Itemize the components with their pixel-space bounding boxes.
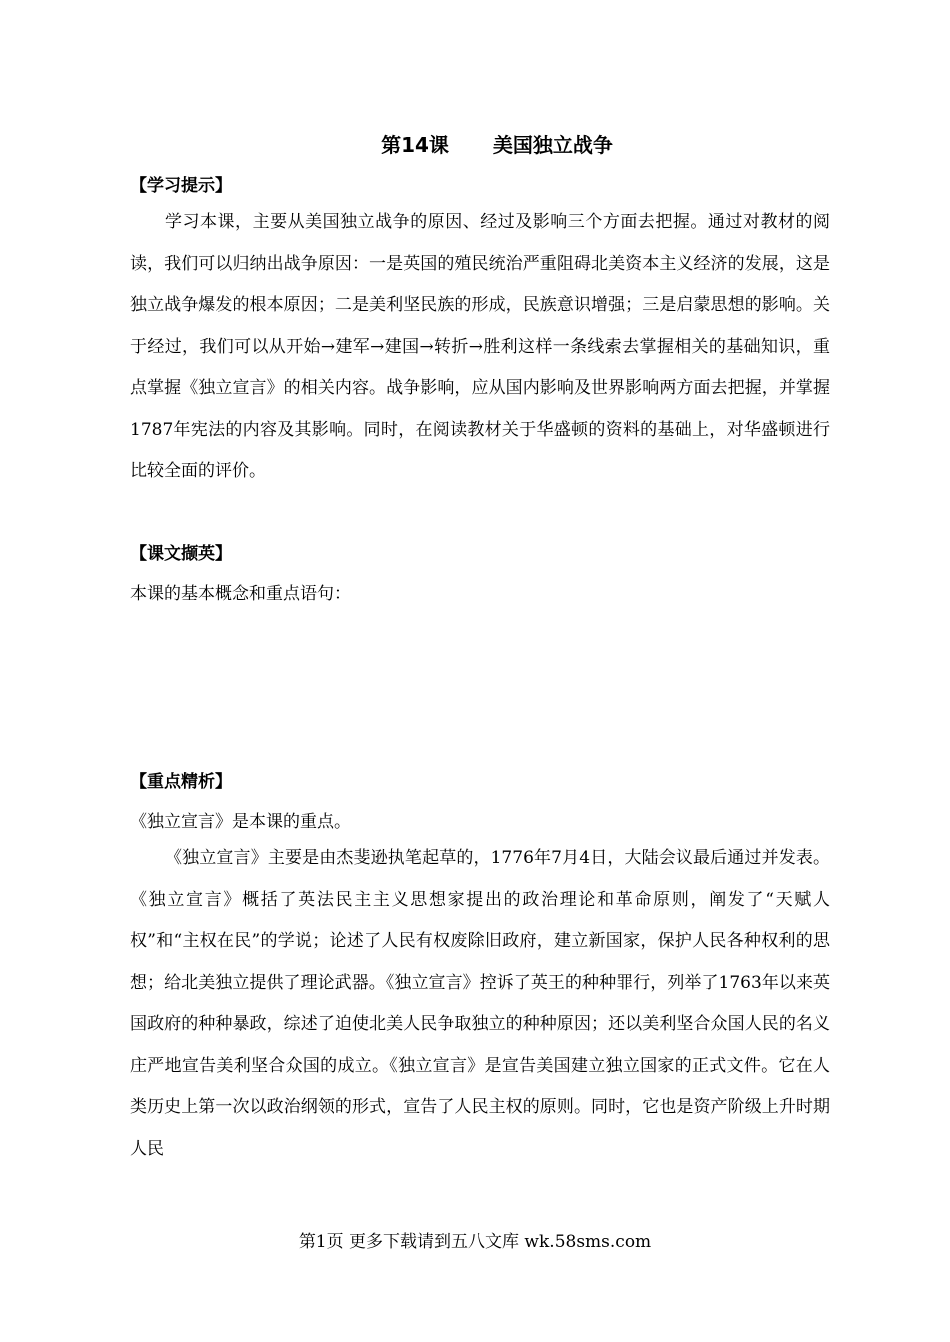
excerpt-heading: 【课文撷英】 (130, 544, 232, 564)
lesson-number: 第14课 (381, 133, 449, 157)
lesson-title (22, 131, 950, 159)
lesson-topic: 美国独立战争 (492, 133, 613, 157)
excerpt-intro: 本课的基本概念和重点语句： (130, 584, 351, 604)
study-tips-paragraph: 学习本课，主要从美国独立战争的原因、经过及影响三个方面去把握。通过对教材的阅读，我们可以归纳出战争原因：一是英国的殖民统治严重阻碍北美资本主义经济的发展，这是独立战争爆发的根本原因；二是美利坚民族的形成，民族意识增强；三是启蒙思想的影响。关于经过，我们可以从开始→建军→建国→转折→胜利这样一条线索去掌握相关的基础知识，重点掌握《独立宣言》的相关内容。战争影响，应从国内影响及世界影响两方面去把握，并掌握1787年宪法的内容及其影响。同时，在阅读教材关于华盛顿的资料的基础上，对华盛顿进行比较全面的评价。 (130, 212, 830, 481)
study-tips-heading: 【学习提示】 (130, 176, 232, 196)
key-analysis-heading: 【重点精析】 (130, 772, 232, 792)
page-footer: 第1页 更多下载请到五八文库 wk.58sms.com (298, 1232, 652, 1252)
key-analysis-intro: 《独立宣言》是本课的重点。 (130, 812, 351, 832)
key-analysis-paragraph: 《独立宣言》主要是由杰斐逊执笔起草的，1776年7月4日，大陆会议最后通过并发表。《独立宣言》概括了英法民主主义思想家提出的政治理论和革命原则，阐发了“天赋人权”和“主权在民”的学说；论述了人民有权废除旧政府，建立新国家，保护人民各种权利的思想；给北美独立提供了理论武器。《独立宣言》控诉了英王的种种罪行，列举了1763年以来英国政府的种种暴政，综述了迫使北美人民争取独立的种种原因；还以美利坚合众国人民的名义庄严地宣告美利坚合众国的成立。《独立宣言》是宣告美国建立独立国家的正式文件。它在人类历史上第一次以政治纲领的形式，宣告了人民主权的原则。同时，它也是资产阶级上升时期人民 (130, 848, 830, 1159)
